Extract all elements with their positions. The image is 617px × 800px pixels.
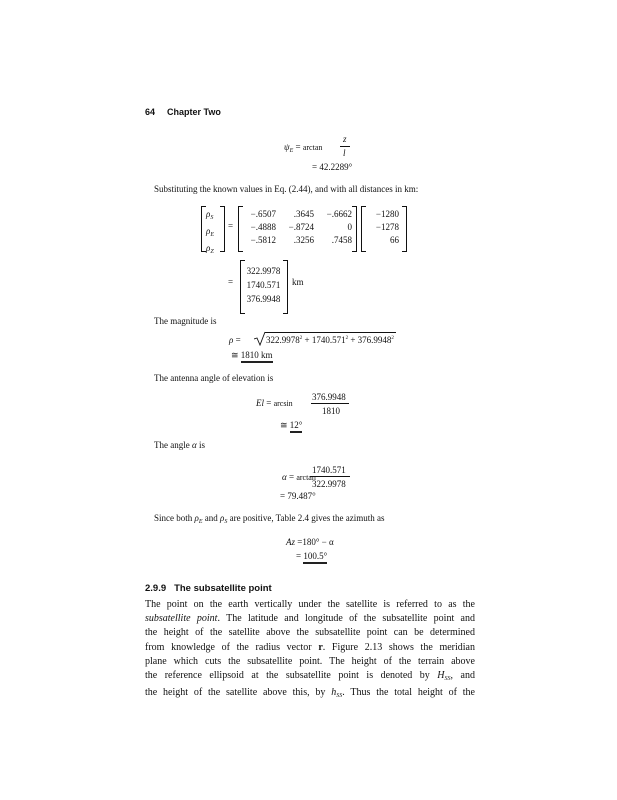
text-magnitude: The magnitude is (154, 316, 217, 326)
sqrt-icon (254, 331, 266, 346)
matrix-col-2: .3645 −.8724 .3256 (288, 209, 314, 245)
body-paragraph: The point on the earth vertically under the satellite is referred to as the subsatellite point. The latitude and longitude of the subsatellite point and the height of the satellite above the subsatellite point can be determined from knowledge of the radius vector r. Figure 2.13 shows the meridian plane which cuts the subsatellite point. The height of the terrain above the reference ellipsoid at the subsatellite point is denoted by $H_{SS}$, and the height of the satellite above this, by $h_{SS}$. Thus the total height of the (145, 599, 475, 700)
section-title: The subsatellite point (174, 583, 272, 594)
psi-symbol: ψ (284, 142, 290, 152)
fraction-denominator: l (343, 148, 346, 158)
sqrt-bar (265, 332, 396, 333)
matrix-col-3: −.6662 0 .7458 (326, 209, 352, 245)
text-elevation: The antenna angle of elevation is (154, 373, 274, 383)
rho-result: 1810 km (241, 350, 273, 363)
right-bracket (352, 206, 357, 252)
text-alpha: The angle α is (154, 440, 205, 450)
section-number: 2.9.9 (145, 583, 167, 594)
page-number: 64 (145, 107, 156, 117)
fraction-numerator: 1740.571 (312, 465, 346, 475)
fraction-denominator: 322.9978 (312, 479, 346, 489)
unit-km: km (292, 277, 304, 287)
text-substituting: Substituting the known values in Eq. (2.44), and with all distances in km: (154, 184, 419, 194)
text-since: Since both $\rho_E$ and $\rho_S$ are positive, Table 2.4 gives the azimuth as (154, 513, 385, 525)
chapter-title: Chapter Two (167, 107, 221, 117)
fraction-numerator: z (343, 134, 347, 144)
fraction-numerator: 376.9948 (312, 392, 346, 402)
lhs-vector: $\rho_S$ $\rho_E$ $\rho_Z$ (206, 209, 214, 255)
equals-sign: = (228, 277, 234, 287)
sqrt-radicand: 322.9978$^2$ + 1740.571$^2$ + 376.9948$^2$ (266, 335, 394, 345)
result-vector: 322.9978 1740.571 376.9948 (246, 266, 281, 304)
psi-e-result: = 42.2289° (312, 162, 353, 172)
alpha-result: = 79.487° (280, 491, 316, 501)
fraction-bar (310, 476, 350, 477)
fraction-denominator: 1810 (322, 406, 340, 416)
position-vector: −1280 −1278 66 (375, 209, 399, 245)
fraction-bar (311, 403, 349, 404)
right-bracket (402, 206, 407, 252)
approx-symbol: ≅ (231, 350, 239, 360)
section-heading (145, 583, 272, 594)
azimuth-result: 100.5° (303, 551, 327, 564)
equals-sign: = (228, 221, 234, 231)
matrix-col-1: −.6507 −.4888 −.5812 (250, 209, 276, 245)
approx-symbol: ≅ (280, 420, 288, 430)
fraction-bar (340, 146, 350, 147)
elevation-result: 12° (290, 420, 303, 433)
